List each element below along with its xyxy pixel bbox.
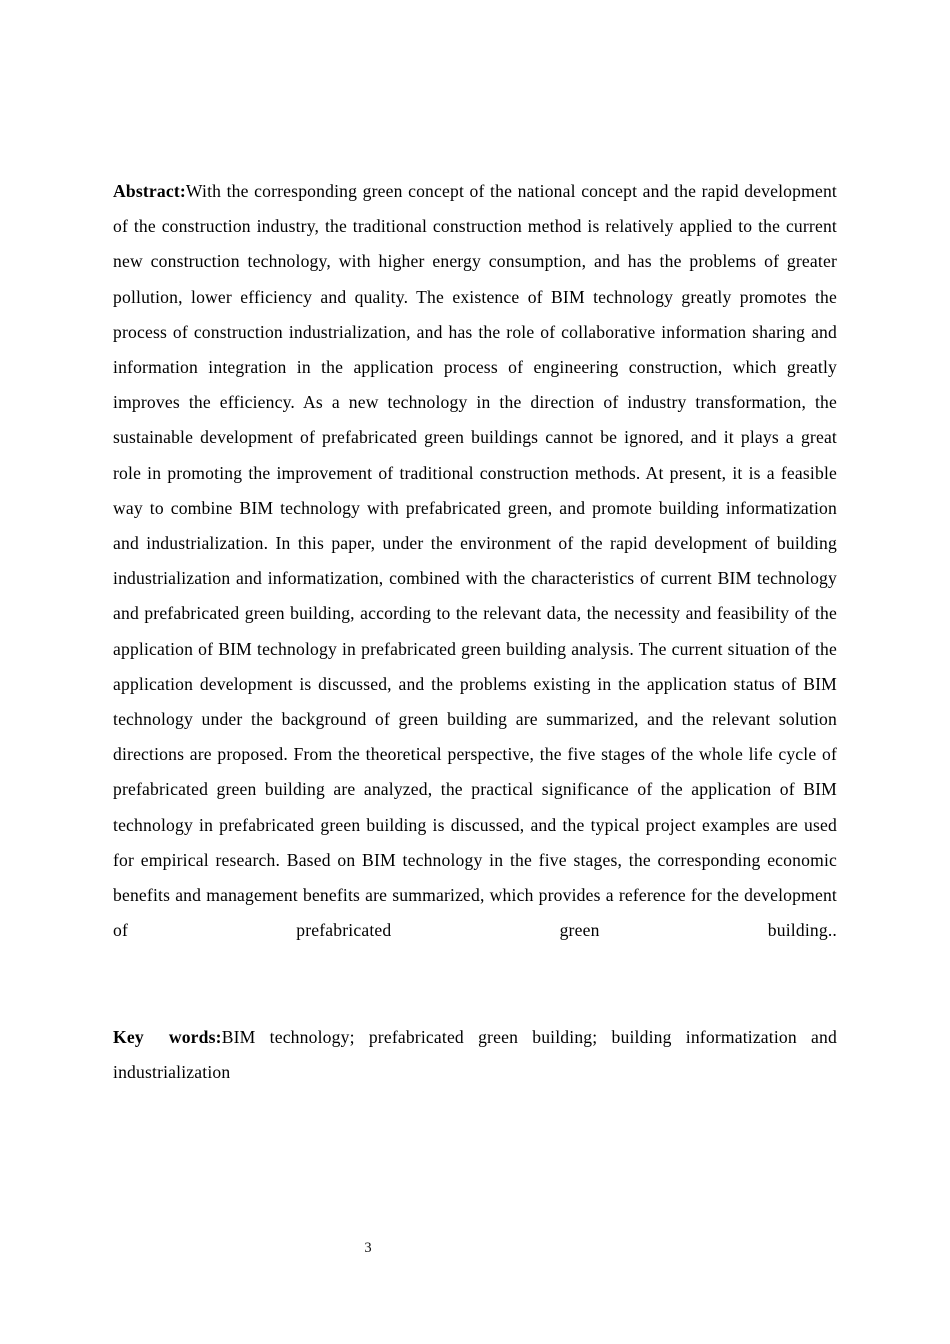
abstract-label: Abstract:: [113, 181, 186, 201]
keywords-block: [113, 1020, 837, 1126]
page-number: 3: [364, 1240, 372, 1256]
keywords-label: Key words:: [113, 1027, 222, 1047]
abstract-paragraph: [113, 174, 837, 984]
keywords-paragraph: [113, 1020, 837, 1126]
keywords-body: BIM technology; prefabricated green building; building informatization and industrialization: [113, 1027, 837, 1083]
abstract-block: [113, 174, 837, 984]
abstract-body: With the corresponding green concept of the national concept and the rapid development of the construction industry, the traditional construction method is relatively applied to the current new construction technology, with higher energy consumption, and has the problems of greater pollution, lower efficiency and quality. The existence of BIM technology greatly promotes the process of construction industrialization, and has the role of collaborative information sharing and information integration in the application process of engineering construction, which greatly improves the efficiency. As a new technology in the direction of industry transformation, the sustainable development of prefabricated green buildings cannot be ignored, and it plays a great role in promoting the improvement of traditional construction methods. At present, it is a feasible way to combine BIM technology with prefabricated green, and promote building informatization and industrialization. In this paper, under the environment of the rapid development of building industrialization and informatization, combined with the characteristics of current BIM technology and prefabricated green building, according to the relevant data, the necessity and feasibility of the application of BIM technology in prefabricated green building analysis. The current situation of the application development is discussed, and the problems existing in the application status of BIM technology under the background of green building are summarized, and the relevant solution directions are proposed. From the theoretical perspective, the five stages of the whole life cycle of prefabricated green building are analyzed, the practical significance of the application of BIM technology in prefabricated green building is discussed, and the typical project examples are used for empirical research. Based on BIM technology in the five stages, the corresponding economic benefits and management benefits are summarized, which provides a reference for the development of prefabricated green building..: [113, 181, 837, 941]
